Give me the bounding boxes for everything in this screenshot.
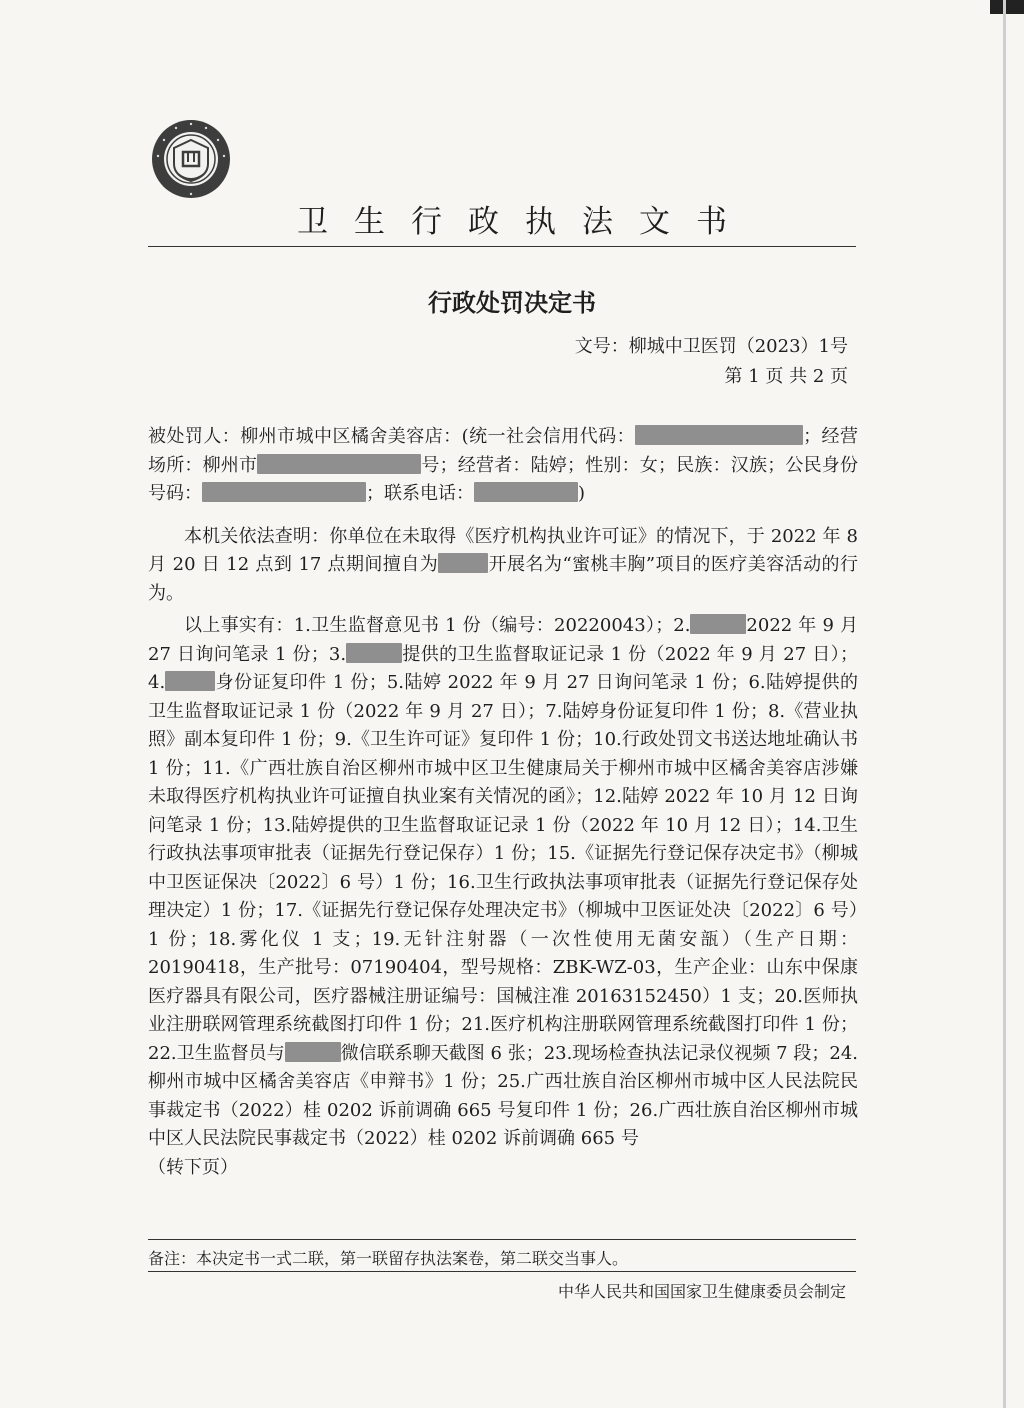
findings-paragraph: [148, 523, 858, 609]
decision-body: [148, 423, 858, 1182]
penalized-party-paragraph: [148, 423, 858, 509]
party-text-2: ；经营场所：柳州市: [148, 426, 859, 476]
redacted-credit-code: [635, 425, 803, 445]
redacted-name-2: [346, 643, 402, 663]
findings-text-1: 本机关依法查明：你单位在未取得《医疗机构执业许可证》的情况下，于 2022 年 8 月 20 日 12 点到 17 点期间擅自为: [148, 525, 858, 575]
evidence-text-4: 身份证复印件 1 份；5.陆婷 2022 年 9 月 27 日询问笔录 1 份；6.陆婷提供的卫生监督取证记录 1 份（2022 年 9 月 27 日）；7.陆婷身份证复印件 1 份；8.《营业执照》副本复印件 1 份；9.《卫生许可证》复印件 1 份；10.行政处罚文书送达地址确认书 1 份；11.《广西壮族自治区柳州市城中区卫生健康局关于柳州市城中区橘舍美容店涉嫌未取得医疗机构执业许可证擅自执业案有关情况的函》；12.陆婷 2022 年 10 月 12 日询问笔录 1 份；13.陆婷提供的卫生监督取证记录 1 份（2022 年 10 月 12 日）；14.卫生行政执法事项审批表（证据先行登记保存）1 份；15.《证据先行登记保存决定书》（柳城中卫医证保决〔2022〕6 号）1 份；16.卫生行政执法事项审批表（证据先行登记保存处理决定）1 份；17.《证据先行登记保存处理决定书》（柳城中卫医证处决〔2022〕6 号）1 份；18.雾化仪 1 支；19.无针注射器（一次性使用无菌安瓿）（生产日期：20190418，生产批号：07190404，型号规格：ZBK-WZ-03，生产企业：山东中保康医疗器具有限公司，医疗器械注册证编号：国械注准 20163152450）1 支；20.医师执业注册联网管理系统截图打印件 1 份；21.医疗机构注册联网管理系统截图打印件 1 份；22.卫生监督员与: [148, 672, 858, 1064]
evidence-text-2: 2022 年 9 月 27 日询问笔录 1 份；3.: [148, 615, 858, 665]
page-number: 第 1 页 共 2 页: [724, 366, 848, 387]
party-text-4: ；联系电话：: [366, 483, 474, 504]
page-title: 行政处罚决定书: [428, 289, 596, 317]
header-rule: [148, 246, 856, 247]
redacted-name-4: [285, 1042, 341, 1062]
footer-rule-top: [148, 1239, 856, 1240]
evidence-paragraph: [148, 612, 858, 1154]
redacted-address: [257, 454, 421, 474]
remark-note: 备注：本决定书一式二联，第一联留存执法案卷，第二联交当事人。: [148, 1249, 629, 1268]
party-text-1: 被处罚人：柳州市城中区橘舍美容店：(统一社会信用代码：: [148, 426, 636, 447]
scan-edge-line: [1003, 0, 1006, 1408]
findings-text-2: 开展名为“蜜桃丰胸”项目的医疗美容活动的行为。: [148, 554, 858, 604]
evidence-text-1: 以上事实有：1.卫生监督意见书 1 份（编号：20220043）；2.: [184, 615, 691, 636]
scan-edge-mark: [990, 0, 1024, 14]
party-text-3: 号；经营者：陆婷；性别：女；民族：汉族；公民身份号码：: [148, 454, 859, 504]
document-number: 文号：柳城中卫医罚（2023）1号: [574, 336, 848, 357]
redacted-customer-name: [438, 553, 488, 573]
document-type-heading: 卫生行政执法文书: [297, 204, 753, 240]
footer-rule-bottom: [148, 1271, 856, 1272]
redacted-name-1: [690, 614, 746, 634]
redacted-id-number: [202, 482, 366, 502]
evidence-text-3: 提供的卫生监督取证记录 1 份（2022 年 9 月 27 日）；4.: [148, 643, 858, 693]
redacted-name-3: [165, 671, 215, 691]
continued-note: （转下页）: [148, 1156, 238, 1178]
redacted-phone: [474, 482, 578, 502]
issuing-authority: 中华人民共和国国家卫生健康委员会制定: [557, 1282, 846, 1301]
evidence-text-5: 微信联系聊天截图 6 张；23.现场检查执法记录仪视频 7 段；24.柳州市城中区橘舍美容店《申辩书》1 份；25.广西壮族自治区柳州市城中区人民法院民事裁定书（2022）桂 0202 诉前调确 665 号复印件 1 份；26.广西壮族自治区柳州市城中区人民法院民事裁定书（2022）桂 0202 诉前调确 665 号: [148, 1042, 858, 1149]
health-inspection-emblem-icon: [150, 118, 232, 200]
party-text-5: ): [578, 483, 586, 504]
